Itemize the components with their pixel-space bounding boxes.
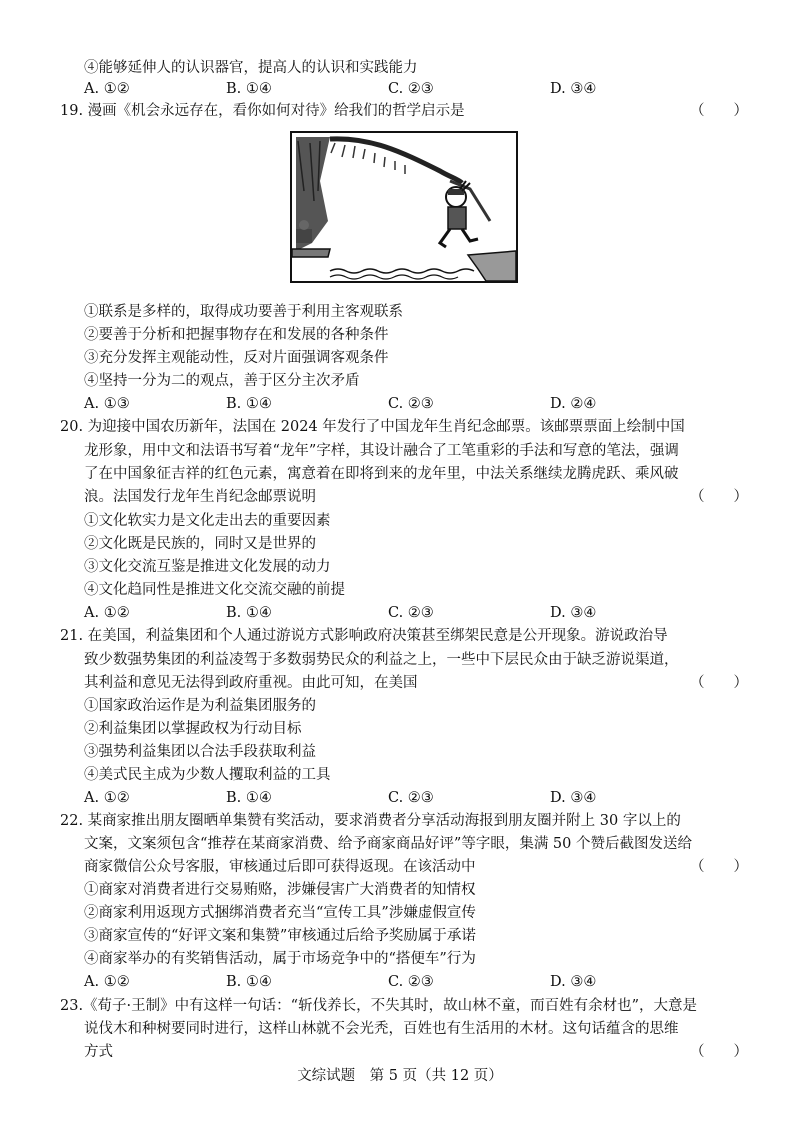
q20-item-1: ①文化软实力是文化走出去的重要因素 bbox=[84, 513, 331, 529]
q20-item-3: ③文化交流互鉴是推进文化发展的动力 bbox=[84, 559, 331, 575]
q20-item-4: ④文化趋同性是推进文化交流交融的前提 bbox=[84, 582, 345, 598]
page-footer: 文综试题 第 5 页（共 12 页） bbox=[297, 1068, 503, 1084]
q23-stem-line-2: 说伐木和种树要同时进行，这样山林就不会光秃，百姓也有生活用的木材。这句话蕴含的思维 bbox=[84, 1021, 679, 1037]
q19-answer-blank: （ ） bbox=[690, 103, 748, 119]
q23-stem-line-3: 方式 bbox=[84, 1044, 113, 1060]
q19-item-3: ③充分发挥主观能动性，反对片面强调客观条件 bbox=[84, 350, 389, 366]
q21-item-3: ③强势利益集团以合法手段获取利益 bbox=[84, 744, 316, 760]
q20-stem-line-3: 了在中国象征吉祥的红色元素，寓意着在即将到来的龙年里，中法关系继续龙腾虎跃、乘风破 bbox=[84, 466, 679, 482]
q19-option-a: A. ①③ bbox=[84, 396, 130, 412]
q18-option-a: A. ①② bbox=[84, 81, 130, 97]
q20-stem-line-4: 浪。法国发行龙年生肖纪念邮票说明 bbox=[84, 489, 316, 505]
q22-item-4: ④商家举办的有奖销售活动，属于市场竞争中的“搭便车”行为 bbox=[84, 951, 476, 967]
q21-option-c: C. ②③ bbox=[388, 790, 434, 806]
q20-stem-line-2: 龙形象，用中文和法语书写着“龙年”字样，其设计融合了工笔重彩的手法和写意的笔法，强调 bbox=[84, 443, 679, 459]
q19-stem: 19. 漫画《机会永远存在，看你如何对待》给我们的哲学启示是 bbox=[60, 103, 465, 119]
q21-answer-blank: （ ） bbox=[690, 675, 748, 691]
q21-item-4: ④美式民主成为少数人攫取利益的工具 bbox=[84, 767, 331, 783]
q19-option-c: C. ②③ bbox=[388, 396, 434, 412]
q18-option-c: C. ②③ bbox=[388, 81, 434, 97]
q20-option-b: B. ①④ bbox=[226, 605, 272, 621]
q21-option-d: D. ③④ bbox=[550, 790, 597, 806]
q21-item-2: ②利益集团以掌握政权为行动目标 bbox=[84, 721, 302, 737]
q20-option-d: D. ③④ bbox=[550, 605, 597, 621]
q21-item-1: ①国家政治运作是为利益集团服务的 bbox=[84, 698, 316, 714]
q21-stem-line-1: 21. 在美国，利益集团和个人通过游说方式影响政府决策甚至绑架民意是公开现象。游说政治导 bbox=[60, 628, 668, 644]
q20-option-c: C. ②③ bbox=[388, 605, 434, 621]
q23-answer-blank: （ ） bbox=[690, 1044, 748, 1060]
q22-answer-blank: （ ） bbox=[690, 859, 748, 875]
q21-option-b: B. ①④ bbox=[226, 790, 272, 806]
q18-option-b: B. ①④ bbox=[226, 81, 272, 97]
q19-item-2: ②要善于分析和把握事物存在和发展的各种条件 bbox=[84, 327, 389, 343]
q20-stem-line-1: 20. 为迎接中国农历新年，法国在 2024 年发行了中国龙年生肖纪念邮票。该邮票票面上绘制中国 bbox=[60, 419, 685, 435]
q22-stem-line-3: 商家微信公众号客服，审核通过后即可获得返现。在该活动中 bbox=[84, 859, 476, 875]
q21-stem-line-3: 其利益和意见无法得到政府重视。由此可知，在美国 bbox=[84, 675, 418, 691]
q22-item-1: ①商家对消费者进行交易贿赂，涉嫌侵害广大消费者的知情权 bbox=[84, 882, 476, 898]
q18-option-d: D. ③④ bbox=[550, 81, 597, 97]
q22-stem-line-1: 22. 某商家推出朋友圈晒单集赞有奖活动，要求消费者分享活动海报到朋友圈并附上 30 字以上的 bbox=[60, 813, 681, 829]
q21-option-a: A. ①② bbox=[84, 790, 130, 806]
q18-item-4: ④能够延伸人的认识器官，提高人的认识和实践能力 bbox=[84, 60, 418, 76]
q19-item-1: ①联系是多样的，取得成功要善于利用主客观联系 bbox=[84, 304, 403, 320]
q23-stem-line-1: 23.《荀子·王制》中有这样一句话：“斩伐养长，不失其时，故山林不童，而百姓有余材也”，大意是 bbox=[60, 998, 697, 1014]
q22-option-b: B. ①④ bbox=[226, 974, 272, 990]
q19-item-4: ④坚持一分为二的观点，善于区分主次矛盾 bbox=[84, 373, 360, 389]
q22-item-2: ②商家利用返现方式捆绑消费者充当“宣传工具”涉嫌虚假宣传 bbox=[84, 905, 476, 921]
q20-item-2: ②文化既是民族的，同时又是世界的 bbox=[84, 536, 316, 552]
cartoon-opportunity-image bbox=[290, 131, 518, 283]
q22-option-a: A. ①② bbox=[84, 974, 130, 990]
q19-option-b: B. ①④ bbox=[226, 396, 272, 412]
q19-option-d: D. ②④ bbox=[550, 396, 597, 412]
q21-stem-line-2: 致少数强势集团的利益凌驾于多数弱势民众的利益之上，一些中下层民众由于缺乏游说渠道， bbox=[84, 652, 679, 668]
q22-option-c: C. ②③ bbox=[388, 974, 434, 990]
q20-answer-blank: （ ） bbox=[690, 489, 748, 505]
q20-option-a: A. ①② bbox=[84, 605, 130, 621]
q22-stem-line-2: 文案，文案须包含“推荐在某商家消费、给予商家商品好评”等字眼，集满 50 个赞后截图发送给 bbox=[84, 836, 692, 852]
q22-item-3: ③商家宣传的“好评文案和集赞”审核通过后给予奖励属于承诺 bbox=[84, 928, 476, 944]
q22-option-d: D. ③④ bbox=[550, 974, 597, 990]
